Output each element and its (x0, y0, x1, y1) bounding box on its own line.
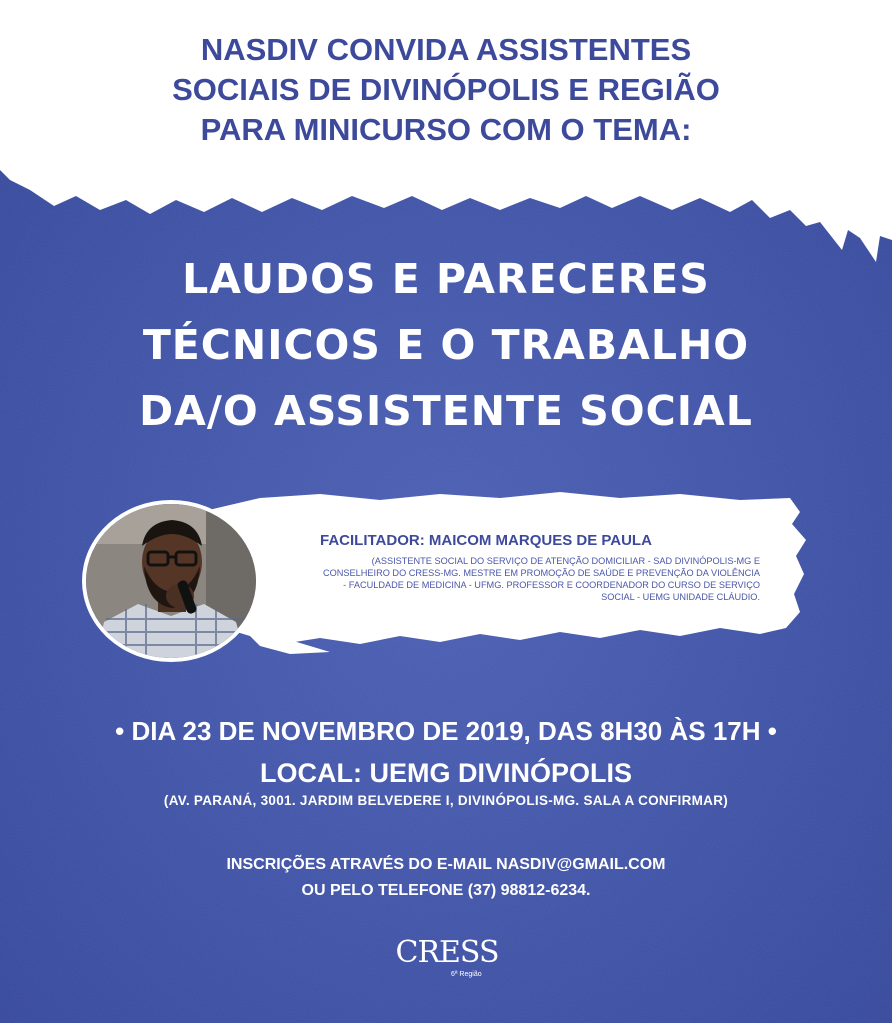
header-line-2: SOCIAIS DE DIVINÓPOLIS E REGIÃO (172, 72, 720, 107)
facilitator-bio: (ASSISTENTE SOCIAL DO SERVIÇO DE ATENÇÃO DOMICILIAR - SAD DIVINÓPOLIS-MG E CONSELHEIRO DO CRESS-MG. MESTRE EM PROMOÇÃO DE SAÚDE E PREVENÇÃO DA VIOLÊNCIA - FACULDADE DE MEDICINA - UFMG. PROFESSOR E COORDENADOR DO CURSO DE SERVIÇO SOCIAL - UEMG UNIDADE CLÁUDIO. (323, 556, 760, 602)
cress-logo (395, 933, 499, 991)
title-line-3: DA/O ASSISTENTE SOCIAL (139, 387, 753, 435)
course-title (40, 246, 852, 444)
title-line-2: TÉCNICOS E O TRABALHO (142, 321, 750, 369)
registration-phone: OU PELO TELEFONE (37) 98812-6234. (301, 882, 591, 899)
header-line-3: PARA MINICURSO COM O TEMA: (200, 112, 692, 147)
logo-text: CRESS (395, 935, 499, 970)
facilitator-portrait (86, 504, 256, 658)
event-location: LOCAL: UEMG DIVINÓPOLIS (259, 758, 632, 788)
title-line-1: LAUDOS E PARECERES (182, 255, 710, 303)
registration-info (20, 852, 872, 904)
facilitator-photo (82, 500, 260, 662)
logo-subtitle: 6ª Região (451, 971, 482, 978)
facilitator-heading: FACILITADOR: MAICOM MARQUES DE PAULA (320, 532, 652, 549)
registration-email: INSCRIÇÕES ATRAVÉS DO E-MAIL NASDIV@GMAIL.COM (226, 856, 666, 873)
header-line-1: NASDIV CONVIDA ASSISTENTES (200, 32, 692, 67)
event-date: • DIA 23 DE NOVEMBRO DE 2019, DAS 8H30 ÀS 17H • (115, 716, 777, 746)
invitation-header (60, 30, 832, 150)
event-address: (AV. PARANÁ, 3001. JARDIM BELVEDERE I, DIVINÓPOLIS-MG. SALA A CONFIRMAR) (163, 793, 729, 808)
